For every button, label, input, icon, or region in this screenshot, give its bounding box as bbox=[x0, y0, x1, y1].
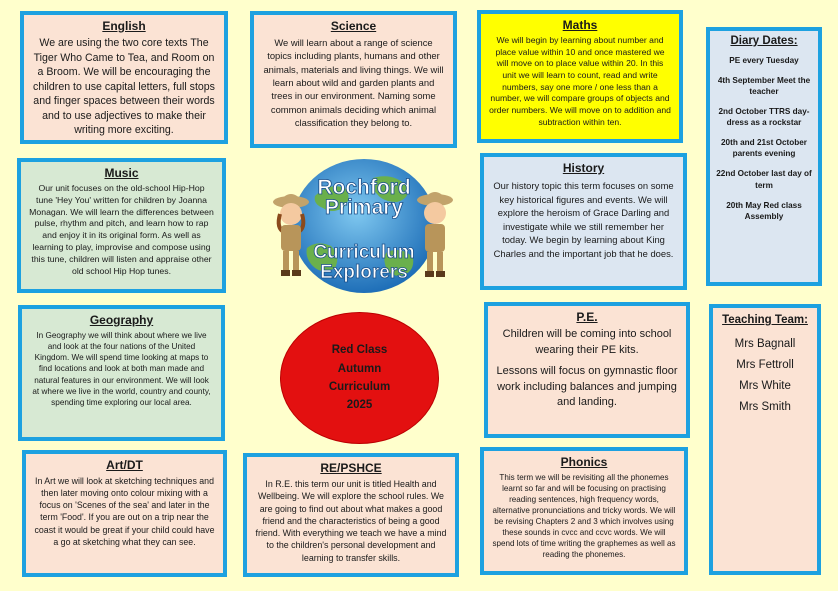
geography-panel bbox=[18, 305, 225, 441]
phonics-panel bbox=[480, 447, 688, 575]
diary-title: Diary Dates: bbox=[730, 35, 798, 47]
pe-text-2: Lessons will focus on gymnastic floor work including balances and jumping and landing. bbox=[496, 365, 678, 409]
re-pshce-title: RE/PSHCE bbox=[320, 461, 382, 475]
curriculum-explorers-logo bbox=[263, 156, 465, 296]
logo-line-1: Rochford bbox=[317, 176, 411, 199]
team-member: Mrs Bagnall bbox=[734, 338, 796, 350]
english-text: We are using the two core texts The Tiger Who Came to Tea, and Room on a Broom. We will be encouraging the children to use capital letters, full stops and finger spaces between their words and to use adjectives to make their writing more exciting. bbox=[33, 37, 215, 136]
phonics-title: Phonics bbox=[560, 455, 608, 469]
english-panel bbox=[20, 11, 228, 144]
teaching-team-panel bbox=[709, 304, 821, 575]
team-title: Teaching Team: bbox=[722, 314, 808, 326]
pe-text-1: Children will be coming into school wearing their PE kits. bbox=[502, 328, 672, 356]
music-panel bbox=[17, 158, 226, 293]
diary-item: PE every Tuesday bbox=[729, 56, 799, 65]
phonics-text: This term we will be revisiting all the phonemes learnt so far and will be focusing on practising reading sentences, high frequency words, alternative pronunciations and tricky words. We will be revising Chapters 2 and 3 which involves using these sounds in cvcc and ccvc words. We will spend lots of time writing the graphemes as well as reading the phonemes. bbox=[492, 473, 676, 559]
pe-panel bbox=[484, 302, 690, 438]
history-text: Our history topic this term focuses on some key historical figures and events. We will explore the heroism of Grace Darling and investigate while we still remember her today. We begin by learning about King Charles and the important job that he does. bbox=[493, 180, 674, 259]
pe-title: P.E. bbox=[576, 310, 598, 324]
team-member: Mrs Fettroll bbox=[736, 359, 794, 371]
geography-title: Geography bbox=[89, 313, 154, 327]
history-title: History bbox=[562, 161, 605, 175]
maths-title: Maths bbox=[562, 18, 598, 32]
circle-line-2: Autumn bbox=[337, 362, 382, 375]
maths-panel bbox=[477, 10, 683, 143]
re-pshce-panel bbox=[243, 453, 459, 577]
art-dt-title: Art/DT bbox=[106, 458, 143, 472]
music-text: Our unit focuses on the old-school Hip-Hop tune 'Hey You' written for children by Joanna Monagan. We will learn the differences between pulse, rhythm and pitch, and learn how to rap and enjoy it in its original form. As well as learning to play, improvise and compose using this tune, children will listen and appraise other old school Hip Hop tunes. bbox=[29, 183, 214, 276]
science-panel bbox=[250, 11, 457, 148]
class-title-circle bbox=[281, 313, 438, 443]
music-title: Music bbox=[104, 166, 139, 180]
re-pshce-text: In R.E. this term our unit is titled Health and Wellbeing. We will explore the school rules. We are going to find out about what makes a good friend and the characteristics of being a good friend. With everything we teach we have a mind to the children's personal development and learning to transfer skills. bbox=[255, 479, 447, 563]
science-text: We will learn about a range of science topics including plants, humans and other animals, materials and living things. We will learn about wild and garden plants and trees in our environment. Naming some common animals deciding which animal classification they belong to. bbox=[263, 37, 444, 129]
circle-line-3: Curriculum bbox=[328, 381, 391, 393]
maths-text: We will begin by learning about number and place value within 10 and once mastered we will move on to place value within 20. In this unit we will learn to count, read and write numbers, say one more / one less than a number, we will compare groups of objects and order numbers. We will move on to addition and subtraction within ten. bbox=[489, 35, 671, 127]
art-dt-text: In Art we will look at sketching techniques and then later moving onto colour mixing with a focus on 'Scenes of the sea' and later in the term 'Food'. If you are out on a trip near the coast it would be great if your child could have a go at sketching what they can see. bbox=[34, 476, 215, 547]
logo-line-3: Curriculum bbox=[313, 242, 415, 263]
english-title: English bbox=[102, 19, 146, 33]
science-title: Science bbox=[330, 19, 377, 33]
diary-item: 20th and 21st October parents evening bbox=[721, 138, 807, 159]
logo-line-4: Explorers bbox=[320, 262, 408, 283]
diary-item: 2nd October TTRS day- dress as a rockstar bbox=[718, 107, 810, 128]
diary-dates-panel bbox=[706, 27, 822, 286]
geography-text: In Geography we will think about where we live and look at the four nations of the United Kingdom. We will spend time looking at maps to find locations and look at both man made and natural features in our environment. We will look at where we live in the world, country and county, spending time exploring our local area. bbox=[32, 331, 211, 407]
team-member: Mrs White bbox=[739, 380, 791, 392]
logo-line-2: Primary bbox=[324, 196, 404, 219]
diary-item: 4th September Meet the teacher bbox=[717, 76, 811, 97]
diary-item: 20th May Red class Assembly bbox=[726, 200, 802, 221]
art-dt-panel bbox=[22, 450, 227, 577]
team-member: Mrs Smith bbox=[739, 401, 791, 413]
diary-item: 22nd October last day of term bbox=[716, 169, 812, 190]
diary-list bbox=[714, 55, 814, 222]
circle-line-1: Red Class bbox=[331, 344, 388, 357]
circle-line-4: 2025 bbox=[346, 399, 373, 412]
history-panel bbox=[480, 153, 687, 290]
